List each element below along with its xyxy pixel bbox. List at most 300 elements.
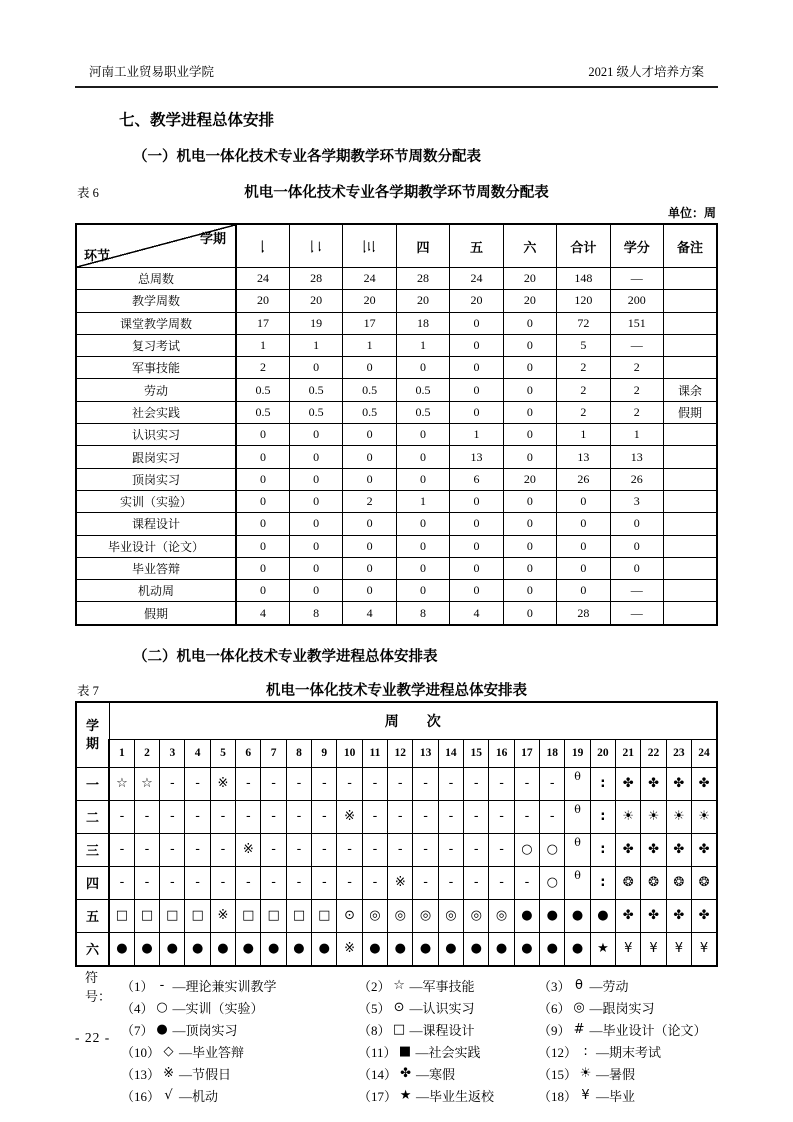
progress-schedule-table (75, 701, 718, 967)
table6-cell: 0 (236, 468, 289, 490)
table7-header-row (76, 702, 717, 740)
row-label: 认识实习 (76, 424, 236, 446)
schedule-cell (337, 833, 362, 866)
schedule-cell (261, 767, 286, 800)
legend-item-number: （12） (538, 1045, 578, 1061)
legend-symbol-icon: - (159, 978, 165, 994)
column-header-label: 二 (307, 239, 323, 253)
table6-cell: 2 (610, 357, 663, 379)
schedule-cell (590, 932, 615, 966)
schedule-symbol-icon: - (169, 776, 175, 792)
schedule-symbol-icon: - (245, 809, 251, 825)
schedule-cell (388, 800, 413, 833)
table6-cell: 0 (289, 535, 342, 557)
schedule-cell (641, 800, 666, 833)
table6-cell: 0 (289, 357, 342, 379)
table6-cell: 0 (343, 580, 396, 602)
schedule-cell (185, 833, 210, 866)
schedule-symbol-icon: - (524, 875, 530, 891)
schedule-cell (261, 866, 286, 899)
week-number: 14 (438, 739, 463, 767)
schedule-cell (134, 833, 159, 866)
schedule-symbol-icon: ※ (344, 809, 356, 825)
schedule-cell (666, 833, 691, 866)
schedule-symbol-icon: ※ (394, 875, 406, 891)
schedule-cell (286, 800, 311, 833)
schedule-symbol-icon: - (372, 842, 378, 858)
schedule-symbol-icon: - (245, 875, 251, 891)
table6-cell: 19 (289, 312, 342, 334)
table6-row (76, 312, 717, 334)
schedule-symbol-icon: - (296, 809, 302, 825)
schedule-cell (185, 866, 210, 899)
schedule-cell (540, 932, 565, 966)
schedule-symbol-icon: - (220, 809, 226, 825)
schedule-symbol-icon: - (372, 776, 378, 792)
schedule-cell (692, 767, 717, 800)
table6-cell: 20 (236, 290, 289, 312)
legend-item-label: —军事技能 (409, 979, 475, 995)
legend-row (85, 1041, 718, 1063)
table7-row (76, 800, 717, 833)
legend-item (358, 1020, 538, 1039)
schedule-symbol-icon: - (195, 776, 200, 792)
table6-cell: 0 (450, 357, 503, 379)
legend-item-number: （10） (121, 1045, 161, 1061)
schedule-symbol-icon: ※ (344, 941, 356, 957)
schedule-cell (160, 866, 185, 899)
table6-column-header (503, 224, 556, 268)
schedule-cell (489, 866, 514, 899)
table6-cell: 0 (450, 312, 503, 334)
week-number: 6 (236, 739, 261, 767)
table6-cell: 0 (503, 580, 556, 602)
schedule-cell (236, 932, 261, 966)
legend-item-label: —寒假 (416, 1067, 456, 1083)
table6-cell (664, 535, 718, 557)
table7-row (76, 866, 717, 899)
table6-unit: 单位：周 (667, 206, 716, 220)
schedule-cell (616, 932, 641, 966)
table7-body (76, 767, 717, 966)
schedule-symbol-icon: ¥ (624, 941, 633, 957)
schedule-symbol-icon: ● (495, 941, 508, 957)
table6-cell: 17 (236, 312, 289, 334)
schedule-cell (438, 932, 463, 966)
table6-cell: 8 (396, 602, 449, 625)
schedule-symbol-icon: ★ (597, 941, 609, 957)
legend-row (85, 997, 718, 1019)
running-header (75, 62, 718, 88)
schedule-symbol-icon: - (499, 875, 504, 891)
legend-item-number: （5） (358, 1001, 391, 1017)
legend-row (85, 1085, 718, 1107)
schedule-cell (514, 899, 539, 932)
schedule-cell (312, 833, 337, 866)
schedule-symbol-icon: - (169, 809, 175, 825)
table6-cell: 13 (610, 446, 663, 468)
schedule-cell (362, 833, 387, 866)
row-label: 假期 (76, 602, 236, 625)
table6-cell: 0.5 (289, 379, 342, 401)
schedule-cell (438, 833, 463, 866)
corner-label-semester: 学期 (199, 231, 226, 246)
table6-column-header (450, 224, 503, 268)
schedule-cell (616, 800, 641, 833)
table6-column-header (236, 224, 289, 268)
schedule-symbol-icon: ※ (217, 776, 229, 792)
row-label: 课程设计 (76, 513, 236, 535)
schedule-cell (337, 866, 362, 899)
legend-symbol-icon: ⊙ (393, 1000, 405, 1016)
schedule-cell (160, 899, 185, 932)
table6-cell: 0 (503, 557, 556, 579)
table6-cell: 0.5 (236, 401, 289, 423)
legend-item (358, 1064, 538, 1083)
schedule-cell (413, 767, 438, 800)
schedule-cell (185, 767, 210, 800)
schedule-cell (641, 833, 666, 866)
row-label: 顶岗实习 (76, 468, 236, 490)
schedule-symbol-icon: - (347, 776, 352, 792)
schedule-symbol-icon: ✤ (622, 776, 634, 792)
legend-item (358, 1042, 538, 1061)
schedule-cell (286, 899, 311, 932)
schedule-symbol-icon: ● (546, 941, 558, 957)
schedule-symbol-icon: ✤ (648, 908, 659, 924)
schedule-cell (388, 833, 413, 866)
row-label: 总周数 (76, 268, 236, 290)
legend-symbol-icon: ◎ (573, 1000, 585, 1016)
schedule-cell (489, 800, 514, 833)
schedule-cell (692, 833, 717, 866)
legend-item-label: —期末考试 (596, 1045, 662, 1061)
table6-cell: 1 (557, 424, 610, 446)
schedule-symbol-icon: - (499, 842, 504, 858)
schedule-symbol-icon: - (347, 842, 352, 858)
schedule-cell (160, 800, 185, 833)
table6-row (76, 268, 717, 290)
legend-item-label: —毕业 (596, 1089, 636, 1105)
schedule-cell (489, 932, 514, 966)
table6-cell: 0 (236, 580, 289, 602)
row-label: 跟岗实习 (76, 446, 236, 468)
legend-item (121, 1042, 358, 1061)
schedule-cell (312, 800, 337, 833)
table6-cell: 0.5 (236, 379, 289, 401)
table6-cell: — (610, 580, 663, 602)
schedule-symbol-icon: □ (140, 908, 154, 924)
table6-cell: 0 (450, 490, 503, 512)
table6-cell: 0 (503, 357, 556, 379)
schedule-symbol-icon: ● (267, 941, 280, 957)
schedule-symbol-icon: - (321, 842, 327, 858)
legend-item-label: —顶岗实习 (172, 1023, 238, 1039)
schedule-symbol-icon: □ (292, 908, 306, 924)
table6-cell (664, 446, 718, 468)
schedule-cell (388, 899, 413, 932)
legend-item (121, 1064, 358, 1083)
schedule-cell (514, 866, 539, 899)
schedule-symbol-icon: θ (574, 770, 581, 784)
schedule-symbol-icon: ☀ (698, 809, 710, 825)
semester-corner-label: 学期 (85, 718, 99, 751)
schedule-symbol-icon: ● (242, 941, 254, 957)
schedule-symbol-icon: ● (419, 941, 432, 957)
legend-item-number: （17） (358, 1089, 398, 1105)
table6-cell: — (610, 268, 663, 290)
schedule-cell (666, 767, 691, 800)
column-header-label: 合计 (570, 239, 597, 255)
table6-cell: 0 (450, 401, 503, 423)
legend-item (538, 1086, 635, 1105)
week-number: 2 (134, 739, 159, 767)
table6-row (76, 490, 717, 512)
schedule-cell (590, 800, 615, 833)
table7-label: 表 7 (77, 683, 99, 698)
table6-cell: 0 (236, 424, 289, 446)
schedule-symbol-icon: ● (166, 941, 178, 957)
week-number: 19 (565, 739, 590, 767)
schedule-symbol-icon: ✤ (698, 776, 710, 792)
schedule-cell (666, 866, 691, 899)
schedule-cell (388, 866, 413, 899)
schedule-symbol-icon: - (448, 842, 454, 858)
schedule-symbol-icon: - (448, 875, 454, 891)
legend-symbol-icon: √ (164, 1088, 173, 1104)
schedule-cell (565, 800, 590, 833)
schedule-cell (362, 800, 387, 833)
schedule-cell (286, 833, 311, 866)
table6-cell: 0 (450, 379, 503, 401)
row-label: 机动周 (76, 580, 236, 602)
schedule-cell (540, 899, 565, 932)
page-number: - 22 - (75, 1030, 111, 1045)
table6-cell (664, 513, 718, 535)
table6-cell: 6 (450, 468, 503, 490)
table6-body (76, 268, 717, 625)
schedule-cell (337, 800, 362, 833)
schedule-symbol-icon: ⊙ (344, 908, 356, 924)
table6-cell: 0 (343, 557, 396, 579)
table6-cell: 0 (343, 468, 396, 490)
legend-symbol-icon: ○ (156, 1000, 168, 1016)
schedule-cell (261, 899, 286, 932)
legend-symbol-icon: □ (392, 1022, 406, 1038)
table6-cell: 0 (503, 334, 556, 356)
table6-row (76, 290, 717, 312)
schedule-cell (261, 800, 286, 833)
schedule-cell (109, 767, 134, 800)
table6-cell: 0 (503, 602, 556, 625)
schedule-cell (312, 899, 337, 932)
legend-symbol-icon: ※ (163, 1066, 174, 1082)
schedule-symbol-icon: - (195, 875, 200, 891)
column-header-label: 学分 (623, 239, 650, 255)
table6-cell: 0 (610, 513, 663, 535)
schedule-cell (540, 800, 565, 833)
schedule-cell (210, 866, 235, 899)
legend-item (538, 1020, 707, 1039)
schedule-symbol-icon: ● (217, 941, 229, 957)
table6-cell: 0 (396, 424, 449, 446)
schedule-symbol-icon: ◎ (495, 908, 508, 924)
legend-symbol-icon: # (573, 1022, 585, 1038)
column-header-label: 一 (254, 239, 270, 253)
week-number: 7 (261, 739, 286, 767)
schedule-symbol-icon: - (372, 875, 378, 891)
table6-cell: 0 (236, 557, 289, 579)
table6-cell (664, 580, 718, 602)
schedule-cell (236, 899, 261, 932)
schedule-symbol-icon: ✤ (673, 908, 685, 924)
schedule-cell (565, 833, 590, 866)
legend-item-label: —机动 (179, 1089, 219, 1105)
legend-item-number: （14） (358, 1067, 398, 1083)
table6-cell: 0 (503, 379, 556, 401)
legend-symbol-icon: ★ (399, 1088, 412, 1104)
week-number: 12 (388, 739, 413, 767)
schedule-symbol-icon: ❂ (673, 875, 685, 891)
table6-cell (664, 424, 718, 446)
table6-cell: 200 (610, 290, 663, 312)
schedule-symbol-icon: ● (394, 941, 406, 957)
table6-cell: 0 (450, 334, 503, 356)
table6-row (76, 379, 717, 401)
legend-item-number: （18） (538, 1089, 578, 1105)
table7-weeks-row (76, 739, 717, 767)
schedule-cell (413, 932, 438, 966)
schedule-symbol-icon: ¥ (674, 941, 684, 957)
schedule-symbol-icon: - (549, 809, 555, 825)
schedule-symbol-icon: ☀ (622, 809, 635, 825)
schedule-symbol-icon: - (423, 875, 428, 891)
schedule-symbol-icon: - (549, 776, 555, 792)
schedule-cell (489, 899, 514, 932)
schedule-symbol-icon: ☆ (141, 776, 153, 792)
table6-cell (664, 468, 718, 490)
schedule-symbol-icon: - (271, 776, 276, 792)
week-number: 16 (489, 739, 514, 767)
schedule-symbol-icon: ✤ (622, 842, 634, 858)
week-number: 9 (312, 739, 337, 767)
legend-item-label: —实训（实验） (172, 1001, 264, 1017)
schedule-symbol-icon: ● (571, 908, 584, 924)
schedule-symbol-icon: - (119, 875, 125, 891)
schedule-symbol-icon: - (423, 809, 428, 825)
table6-cell: 5 (557, 334, 610, 356)
schedule-cell (514, 833, 539, 866)
schedule-cell (388, 767, 413, 800)
table6-row (76, 602, 717, 625)
row-label: 实训（实验） (76, 490, 236, 512)
table6-cell: 0 (503, 490, 556, 512)
table6-cell: 0 (343, 424, 396, 446)
week-number: 20 (590, 739, 615, 767)
schedule-cell (616, 767, 641, 800)
schedule-cell (641, 899, 666, 932)
schedule-cell (312, 932, 337, 966)
legend-item-number: （7） (121, 1023, 154, 1039)
schedule-cell (590, 833, 615, 866)
table7-title: 机电一体化技术专业教学进程总体安排表 (266, 682, 527, 699)
table6-cell: 26 (557, 468, 610, 490)
schedule-cell (413, 833, 438, 866)
legend-item-label: —认识实习 (409, 1001, 475, 1017)
table6-column-header (343, 224, 396, 268)
table6-cell: 0 (503, 513, 556, 535)
schedule-symbol-icon: θ (574, 836, 581, 850)
week-number: 11 (362, 739, 387, 767)
schedule-symbol-icon: - (423, 776, 428, 792)
schedule-cell (134, 800, 159, 833)
table6-cell: 0 (236, 513, 289, 535)
schedule-cell (666, 899, 691, 932)
schedule-cell (109, 866, 134, 899)
legend-item-number: （6） (538, 1001, 571, 1017)
legend-item-label: —毕业设计（论文） (589, 1023, 707, 1039)
schedule-symbol-icon: : (600, 842, 606, 858)
table6-cell: 24 (343, 268, 396, 290)
schedule-symbol-icon: : (600, 875, 606, 891)
schedule-symbol-icon: ◎ (445, 908, 457, 924)
header-plan-name: 2021 级人才培养方案 (588, 65, 704, 79)
table6-row (76, 357, 717, 379)
schedule-symbol-icon: ✤ (698, 842, 710, 858)
schedule-cell (337, 767, 362, 800)
table6-label: 表 6 (77, 186, 99, 200)
legend-item (538, 998, 655, 1017)
semester-label: 六 (76, 932, 109, 966)
schedule-cell (464, 899, 489, 932)
schedule-cell (185, 899, 210, 932)
schedule-symbol-icon: ● (521, 908, 533, 924)
schedule-symbol-icon: ◎ (470, 908, 482, 924)
schedule-symbol-icon: - (169, 875, 175, 891)
table6-cell: 24 (236, 268, 289, 290)
schedule-cell (514, 932, 539, 966)
legend-item-label: —暑假 (596, 1067, 636, 1083)
schedule-symbol-icon: □ (318, 908, 331, 924)
schedule-symbol-icon: - (321, 875, 327, 891)
schedule-cell (692, 866, 717, 899)
table6-cell: 2 (343, 490, 396, 512)
legend-row (85, 1019, 718, 1041)
schedule-cell (362, 767, 387, 800)
column-header-label: 四 (416, 239, 430, 255)
week-number: 5 (210, 739, 235, 767)
table6-cell: 20 (289, 290, 342, 312)
table6-cell: 0 (503, 535, 556, 557)
schedule-cell (540, 767, 565, 800)
schedule-cell (134, 866, 159, 899)
table6-cell: 0 (289, 424, 342, 446)
legend-item-label: —劳动 (589, 979, 629, 995)
schedule-cell (109, 932, 134, 966)
table6-cell: 0 (503, 312, 556, 334)
schedule-cell (362, 866, 387, 899)
schedule-cell (590, 767, 615, 800)
table6-cell (664, 602, 718, 625)
table6-cell: 0 (557, 490, 610, 512)
table6-cell: 0 (236, 490, 289, 512)
schedule-cell (413, 800, 438, 833)
table6-cell: 0 (396, 513, 449, 535)
table6-cell: 2 (610, 379, 663, 401)
schedule-cell (210, 767, 235, 800)
legend-item-number: （11） (358, 1045, 397, 1061)
schedule-symbol-icon: ◎ (419, 908, 432, 924)
